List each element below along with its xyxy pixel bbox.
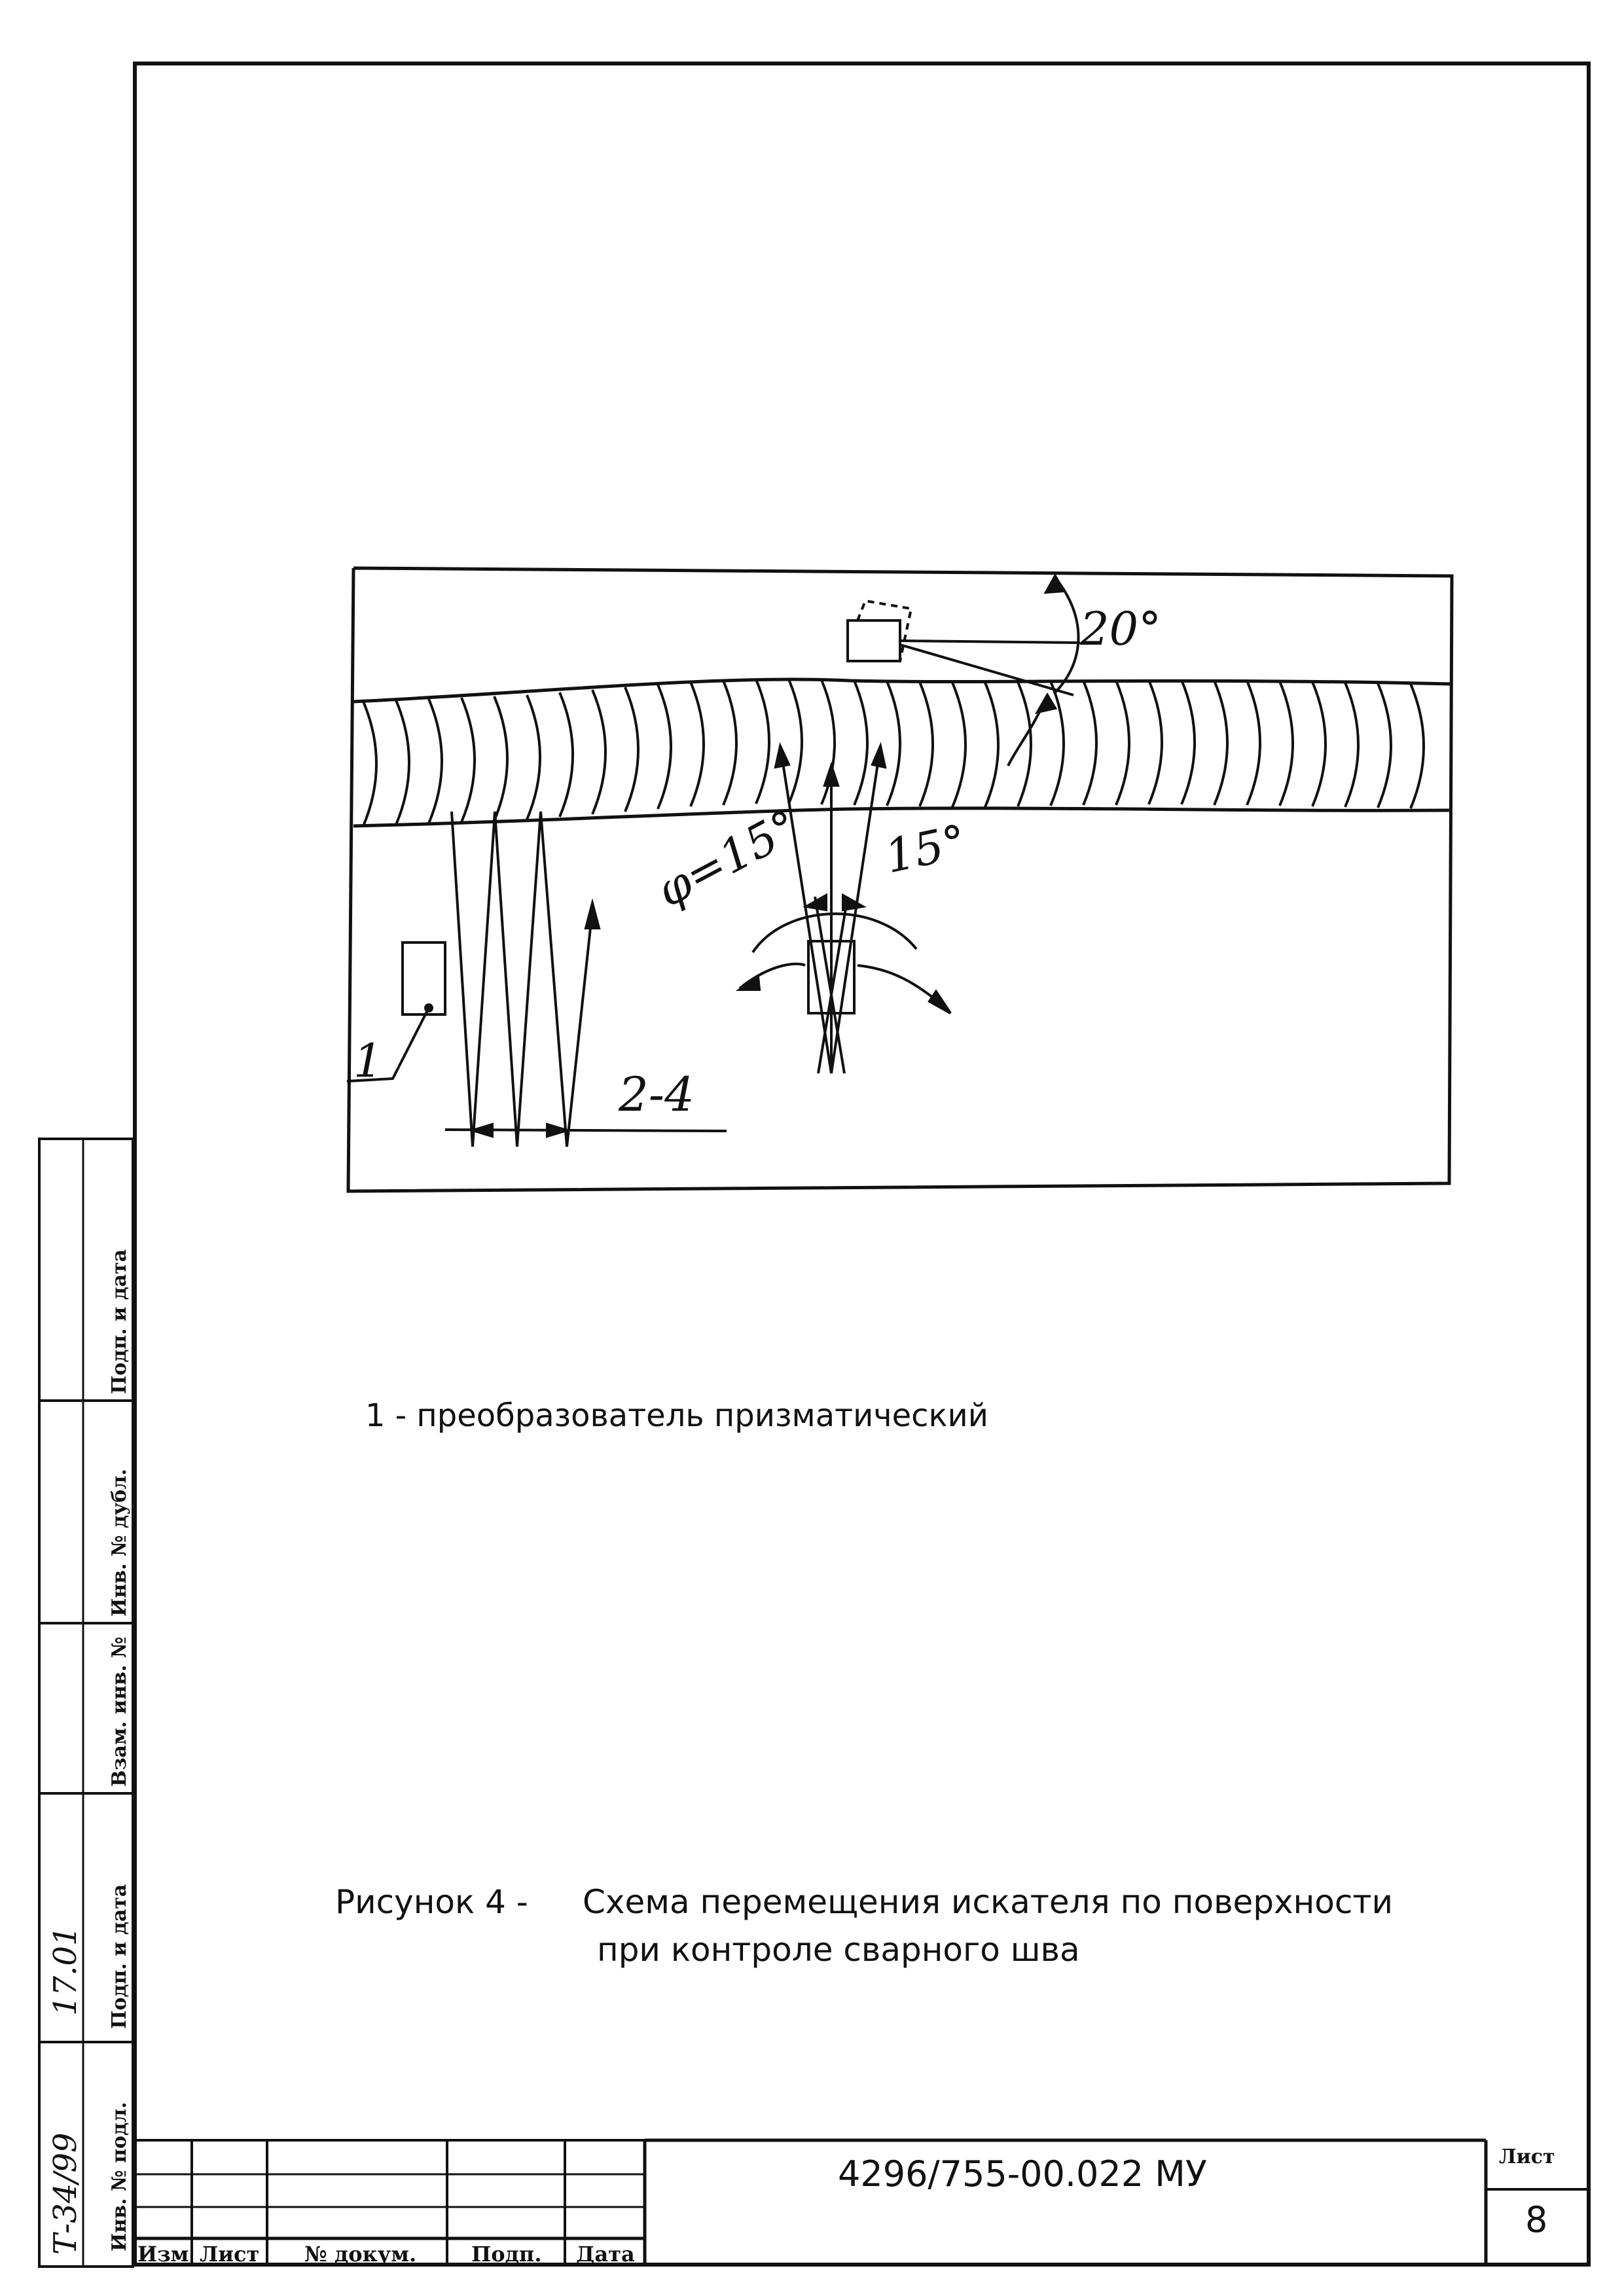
col-date-label: Дата bbox=[576, 2242, 635, 2267]
col-change-label: Изм bbox=[137, 2242, 189, 2267]
figure-caption-line1: Схема перемещения искателя по поверхности bbox=[583, 1883, 1394, 1921]
side-inv-dup: Инв. № дубл. bbox=[108, 1469, 131, 1617]
figure-legend: 1 - преобразователь призматический bbox=[365, 1397, 988, 1434]
figure-caption-prefix: Рисунок 4 - bbox=[335, 1883, 528, 1921]
sheet-number: 8 bbox=[1525, 2199, 1548, 2240]
side-date-value: 17.01 bbox=[47, 1926, 84, 2016]
document-number: 4296/755-00.022 МУ bbox=[838, 2153, 1207, 2195]
sheet-label: Лист bbox=[1499, 2145, 1555, 2168]
side-inv-orig: Инв. № подл. bbox=[108, 2102, 131, 2251]
callout-1-label: 1 bbox=[353, 1034, 383, 1088]
range-label: 2-4 bbox=[619, 1067, 695, 1122]
angle-phi-label: φ=15° bbox=[648, 799, 808, 918]
side-sign-date-1: Подп. и дата bbox=[108, 1884, 131, 2029]
side-inv-value: Т-34/99 bbox=[47, 2132, 84, 2255]
side-sign-date-2: Подп. и дата bbox=[108, 1249, 131, 1394]
angle-20-label: 20° bbox=[1080, 602, 1162, 656]
col-sign-label: Подп. bbox=[471, 2242, 542, 2267]
figure-caption-line2: при контроле сварного шва bbox=[597, 1931, 1080, 1969]
col-doc-label: № докум. bbox=[304, 2242, 417, 2267]
col-sheet-label: Лист bbox=[200, 2242, 260, 2267]
angle-15-label: 15° bbox=[880, 814, 971, 884]
side-replace-inv: Взам. инв. № bbox=[108, 1636, 131, 1787]
